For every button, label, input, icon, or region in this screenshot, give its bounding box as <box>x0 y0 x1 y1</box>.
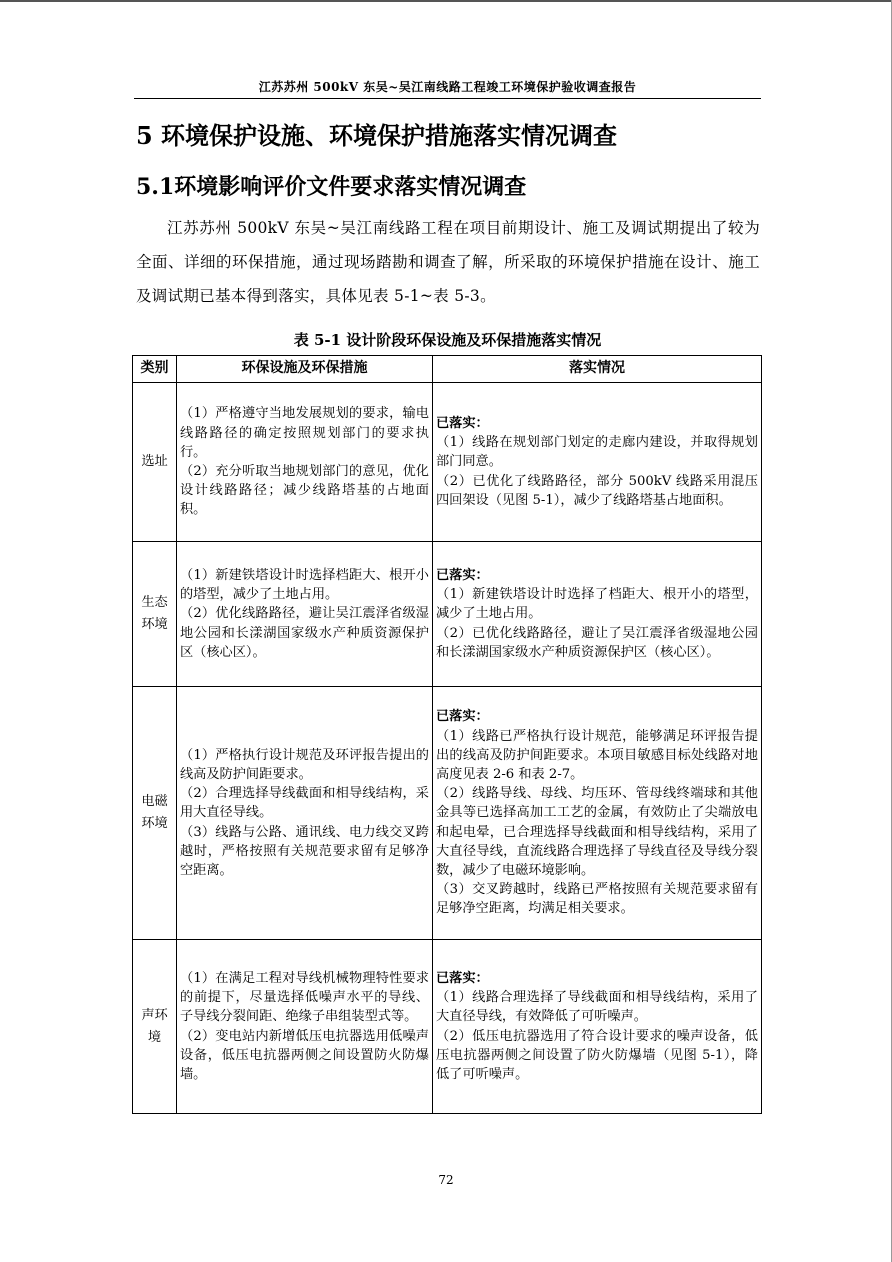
category-cell: 电磁环境 <box>133 687 177 940</box>
body-paragraph: 江苏苏州 500kV 东吴~吴江南线路工程在项目前期设计、施工及调试期提出了较为全面、详细的环保措施，通过现场踏勘和调查了解，所采取的环境保护措施在设计、施工及调试期已基本得到落实，具体见表 5-1~表 5-3。 <box>136 219 760 305</box>
status-item: （2）已优化线路路径，避让了吴江震泽省级湿地公园和长漾湖国家级水产种质资源保护区（核心区）。 <box>436 625 758 660</box>
page-number: 72 <box>438 1173 454 1187</box>
column-header-category: 类别 <box>133 356 177 383</box>
measure-item: （1）严格执行设计规范及环评报告提出的线高及防护间距要求。 <box>180 747 429 782</box>
status-cell <box>433 940 762 1114</box>
status-item: （1）新建铁塔设计时选择了档距大、根开小的塔型，减少了土地占用。 <box>436 587 758 622</box>
header-rule <box>134 98 761 99</box>
measure-item: （1）新建铁塔设计时选择档距大、根开小的塔型，减少了土地占用。 <box>180 567 429 603</box>
measures-cell <box>177 687 433 940</box>
table-row <box>133 542 762 687</box>
status-label: 已落实： <box>436 567 489 583</box>
measure-item: （1）在满足工程对导线机械物理特性要求的前提下，尽量选择低噪声水平的导线、子导线分裂间距、绝缘子串组装型式等。 <box>180 970 429 1025</box>
table-row <box>133 940 762 1114</box>
measures-cell <box>177 940 433 1114</box>
measures-table <box>132 355 762 1114</box>
status-item: （1）线路在规划部门划定的走廊内建设，并取得规划部门同意。 <box>436 435 758 470</box>
measures-table-wrapper <box>132 355 761 1114</box>
table-header-row <box>133 356 762 383</box>
status-item: （1）线路已严格执行设计规范，能够满足环评报告提出的线高及防护间距要求。本项目敏感目标处线路对地高度见表 2-6 和表 2-7。 <box>436 728 758 782</box>
status-label: 已落实： <box>436 970 489 986</box>
table-row <box>133 383 762 542</box>
subsection-title: 5.1环境影响评价文件要求落实情况调查 <box>136 174 527 200</box>
status-item: （2）低压电抗器选用了符合设计要求的噪声设备，低压电抗器两侧之间设置了防火防爆墙（见图 5-1），降低了可听噪声。 <box>436 1028 758 1082</box>
status-item: （3）交叉跨越时，线路已严格按照有关规范要求留有足够净空距离，均满足相关要求。 <box>436 882 758 917</box>
section-title: 5 环境保护设施、环境保护措施落实情况调查 <box>136 121 618 150</box>
table-row <box>133 687 762 940</box>
column-header-measures: 环保设施及环保措施 <box>177 356 433 383</box>
table-caption: 表 5-1 设计阶段环保设施及环保措施落实情况 <box>293 331 602 349</box>
status-cell <box>433 542 762 687</box>
status-label: 已落实： <box>436 415 489 431</box>
status-item: （2）已优化了线路路径，部分 500kV 线路采用混压四回架设（见图 5-1），减少了线路塔基占地面积。 <box>436 473 758 508</box>
status-cell <box>433 687 762 940</box>
measures-cell <box>177 542 433 687</box>
measure-item: （3）线路与公路、通讯线、电力线交叉跨越时，严格按照有关规范要求留有足够净空距离。 <box>180 824 429 878</box>
measure-item: （1）严格遵守当地发展规划的要求，输电线路路径的确定按照规划部门的要求执行。 <box>180 406 429 460</box>
category-cell: 选址 <box>133 383 177 542</box>
measure-item: （2）合理选择导线截面和相导线结构，采用大直径导线。 <box>180 786 429 821</box>
category-cell: 声环境 <box>133 940 177 1114</box>
status-item: （1）线路合理选择了导线截面和相导线结构，采用了大直径导线，有效降低了可听噪声。 <box>436 990 758 1025</box>
status-cell <box>433 383 762 542</box>
category-cell: 生态环境 <box>133 542 177 687</box>
page-frame-top <box>0 0 892 2</box>
measures-cell <box>177 383 433 542</box>
column-header-status: 落实情况 <box>433 356 762 383</box>
status-label: 已落实： <box>436 709 489 725</box>
running-header: 江苏苏州 500kV 东吴~吴江南线路工程竣工环境保护验收调查报告 <box>258 80 637 94</box>
status-item: （2）线路导线、母线、均压环、管母线终端球和其他金具等已选择高加工工艺的金属，有效防止了尖端放电和起电晕，已合理选择导线截面和相导线结构，采用了大直径导线，直流线路合理选择了导线直径及导线分裂数，减少了电磁环境影响。 <box>436 786 758 878</box>
measure-item: （2）变电站内新增低压电抗器选用低噪声设备，低压电抗器两侧之间设置防火防爆墙。 <box>180 1028 429 1082</box>
measure-item: （2）优化线路路径，避让吴江震泽省级湿地公园和长漾湖国家级水产种质资源保护区（核心区）。 <box>180 606 429 660</box>
measure-item: （2）充分听取当地规划部门的意见，优化设计线路路径；减少线路塔基的占地面积。 <box>180 464 429 518</box>
